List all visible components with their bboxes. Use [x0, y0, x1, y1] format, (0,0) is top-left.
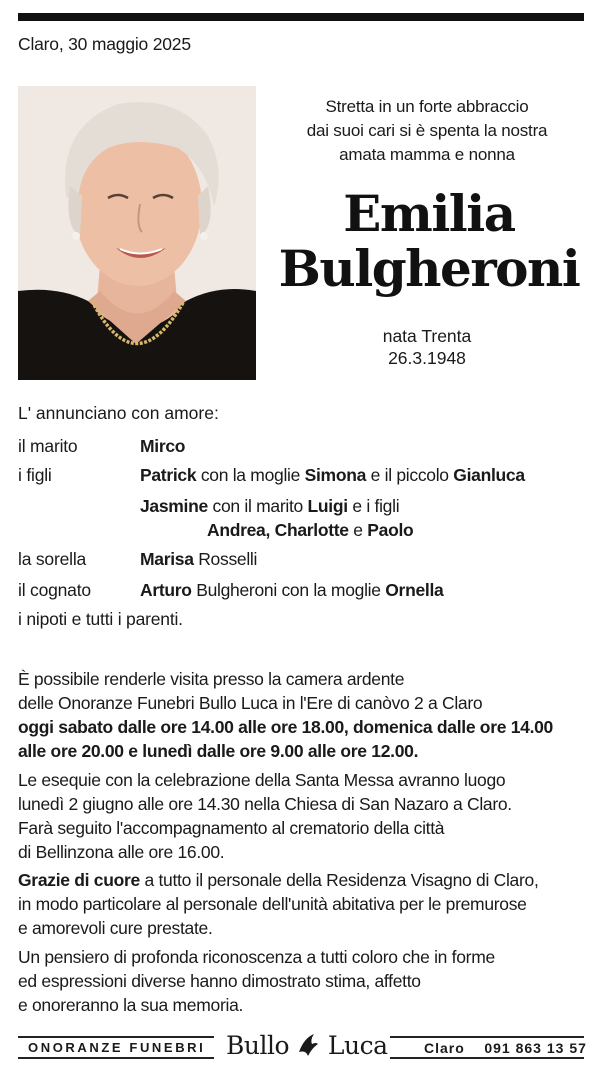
connector-text: e	[353, 520, 363, 540]
top-rule	[18, 13, 584, 21]
relation-names	[140, 496, 399, 517]
funeral-home-logo	[226, 1030, 388, 1060]
visit-hours: oggi sabato dalle ore 14.00 alle ore 18.00, domenica dalle ore 14.00	[18, 717, 553, 737]
family-member: Jasmine	[140, 496, 208, 516]
deceased-name	[270, 186, 588, 296]
connector-text: con il marito	[212, 496, 303, 516]
family-member: Luigi	[307, 496, 348, 516]
bird-icon	[296, 1030, 320, 1060]
birth-info	[296, 325, 558, 369]
relation-label: il cognato	[18, 580, 91, 600]
relation-names	[140, 436, 185, 457]
family-member: Gianluca	[453, 465, 525, 485]
portrait-photo-icon	[18, 86, 256, 380]
footer-rule	[390, 1036, 584, 1038]
intro-text	[296, 95, 558, 167]
paragraph-line: Farà seguito l'accompagnamento al crematorio della città	[18, 818, 445, 838]
family-member: Arturo	[140, 580, 192, 600]
funeral-home-contact	[424, 1040, 587, 1056]
born-as: nata Trenta	[382, 326, 472, 346]
paragraph-line: ed espressioni diverse hanno dimostrato stima, affetto	[18, 971, 421, 991]
deceased-portrait	[18, 86, 256, 380]
family-closing: i nipoti e tutti i parenti.	[18, 609, 183, 629]
relation-label: la sorella	[18, 549, 87, 569]
last-name: Bulgheroni	[278, 239, 580, 298]
intro-line: dai suoi cari si è spenta la nostra	[306, 121, 548, 140]
family-member: Mirco	[140, 436, 186, 456]
connector-text: e il piccolo	[370, 465, 449, 485]
family-member: Simona	[304, 465, 367, 485]
thanks-text: a tutto il personale della Residenza Visagno di Claro,	[144, 870, 539, 890]
relation-names	[140, 465, 525, 486]
first-name: Emilia	[343, 184, 515, 243]
relation-names	[140, 549, 257, 570]
birth-date: 26.3.1948	[388, 348, 466, 368]
intro-line: amata mamma e nonna	[339, 145, 515, 164]
relation-label: i figli	[18, 465, 52, 485]
footer-rule	[390, 1057, 584, 1059]
relation-names	[207, 520, 413, 541]
paragraph-line: È possibile renderle visita presso la camera ardente	[18, 669, 405, 689]
thanks-emphasis: Grazie di cuore	[18, 870, 140, 890]
visit-paragraph	[18, 667, 588, 763]
intro-line: Stretta in un forte abbraccio	[325, 97, 529, 116]
thanks-paragraph	[18, 868, 588, 940]
family-member: Andrea, Charlotte	[207, 520, 349, 540]
logo-text: Bullo	[226, 1031, 290, 1060]
paragraph-line: e amorevoli cure prestate.	[18, 918, 213, 938]
connector-text: Rosselli	[198, 549, 258, 569]
paragraph-line: delle Onoranze Funebri Bullo Luca in l'Ere di canòvo 2 a Claro	[18, 693, 483, 713]
footer-rule	[18, 1057, 214, 1059]
funeral-paragraph	[18, 768, 588, 864]
paragraph-line: in modo particolare al personale dell'unità abitativa per le premurose	[18, 894, 527, 914]
connector-text: con la moglie	[200, 465, 301, 485]
paragraph-line: lunedì 2 giugno alle ore 14.30 nella Chiesa di San Nazaro a Claro.	[18, 794, 512, 814]
paragraph-line	[18, 868, 588, 892]
family-member: Paolo	[367, 520, 414, 540]
family-member: Ornella	[385, 580, 444, 600]
gratitude-paragraph	[18, 945, 588, 1017]
paragraph-line: e onoreranno la sua memoria.	[18, 995, 244, 1015]
connector-text: e i figli	[352, 496, 400, 516]
family-member: Marisa	[140, 549, 194, 569]
paragraph-line: Un pensiero di profonda riconoscenza a tutti coloro che in forme	[18, 947, 495, 967]
paragraph-line	[18, 739, 588, 763]
visit-hours: alle ore 20.00 e lunedì dalle ore 9.00 alle ore 12.00.	[18, 741, 419, 761]
paragraph-line: di Bellinzona alle ore 16.00.	[18, 842, 225, 862]
connector-text: Bulgheroni con la moglie	[196, 580, 381, 600]
relation-label: il marito	[18, 436, 78, 456]
contact-phone: 091 863 13 57	[484, 1040, 587, 1056]
notice-date: Claro, 30 maggio 2025	[18, 34, 191, 54]
footer-rule	[18, 1036, 214, 1038]
contact-town: Claro	[424, 1040, 465, 1056]
family-member: Patrick	[140, 465, 197, 485]
announce-heading: L' annunciano con amore:	[18, 403, 219, 423]
paragraph-line	[18, 715, 588, 739]
funeral-home-label: ONORANZE FUNEBRI	[28, 1040, 206, 1055]
relation-names	[140, 580, 443, 601]
logo-text: Luca	[327, 1031, 388, 1060]
paragraph-line: Le esequie con la celebrazione della Santa Messa avranno luogo	[18, 770, 506, 790]
